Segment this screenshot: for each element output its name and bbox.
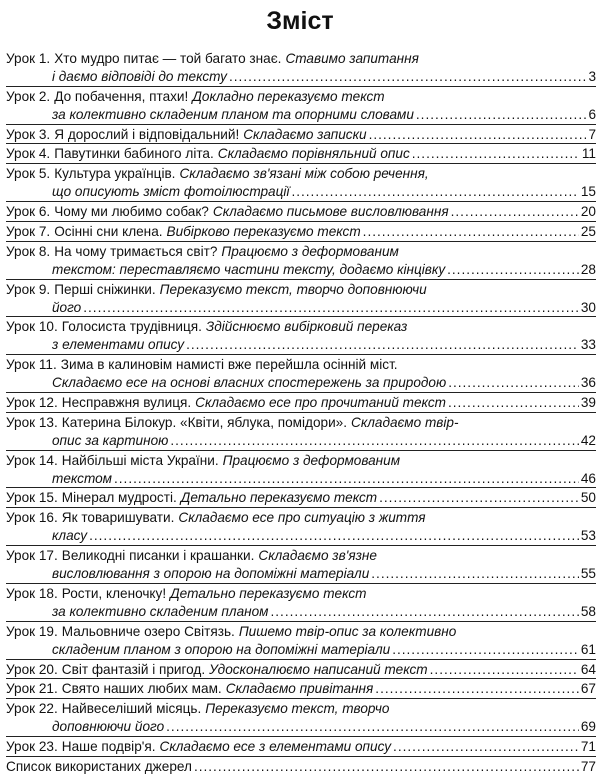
lesson-number: Урок 17.	[6, 548, 58, 564]
toc-entry	[6, 623, 596, 660]
lesson-title: Голосиста трудівниця.	[61, 319, 202, 335]
lesson-number: Урок 12.	[6, 395, 58, 411]
toc-entry	[6, 281, 596, 318]
lesson-task: Складаємо зв'язані між собою речення,	[179, 166, 429, 182]
lesson-number: Урок 18.	[6, 585, 58, 601]
leader-dots	[166, 718, 579, 736]
toc-entry-line	[6, 452, 596, 470]
lesson-number: Урок 4.	[6, 146, 51, 162]
toc-entry-line	[6, 203, 596, 221]
leader-dots	[451, 203, 579, 221]
toc-entry-line	[6, 470, 596, 488]
toc-entry-line	[6, 281, 596, 299]
toc-entry-line	[6, 165, 596, 183]
toc-entry	[6, 50, 596, 87]
page-number: 69	[580, 719, 596, 735]
toc-entry-line	[6, 527, 596, 545]
lesson-task-continued: текстом: переставляємо частини тексту, додаємо кінцівку	[52, 261, 446, 277]
toc-entry	[6, 661, 596, 680]
lesson-number: Урок 13.	[6, 414, 58, 430]
page-number: 3	[588, 68, 596, 84]
leader-dots	[89, 527, 579, 545]
leader-dots	[170, 432, 579, 450]
toc-entry	[6, 489, 596, 508]
page-number: 58	[580, 603, 596, 619]
lesson-title: Великодні писанки і крашанки.	[61, 548, 255, 564]
lesson-number: Урок 20.	[6, 661, 58, 677]
toc-entry	[6, 145, 596, 164]
lesson-task: Складаємо есе про ситуацію з життя	[178, 510, 426, 526]
toc-entry-line	[6, 585, 596, 603]
leader-dots	[186, 336, 579, 354]
lesson-task-continued: і даємо відповіді до тексту	[52, 68, 227, 84]
toc-entry	[6, 738, 596, 757]
lesson-task: Складаємо есе про прочитаний текст	[195, 395, 446, 411]
page-number: 46	[580, 470, 596, 486]
lesson-task: Складаємо привітання	[225, 681, 374, 697]
lesson-title: Як товаришувати.	[61, 510, 175, 526]
lesson-title: Свято наших любих мам.	[61, 681, 222, 697]
lesson-title: Мальовниче озеро Світязь.	[61, 623, 235, 639]
page-number: 67	[580, 681, 596, 697]
page-number: 77	[580, 758, 596, 774]
toc-entry	[6, 394, 596, 413]
lesson-task: Пишемо твір-опис за колективно	[238, 623, 457, 639]
lesson-task: Складаємо письмове висловлювання	[212, 204, 449, 220]
lesson-title: Павутинки бабиного літа.	[54, 146, 214, 162]
lesson-title: Катерина Білокур. «Квіти, яблука, помідори».	[61, 414, 348, 430]
toc-entry-line	[6, 509, 596, 527]
leader-dots	[430, 661, 579, 679]
lesson-number: Урок 19.	[6, 623, 58, 639]
toc-entry	[6, 758, 596, 776]
toc-entry	[6, 203, 596, 222]
lesson-task: Вибірково переказуємо текст	[166, 224, 361, 240]
toc-entry-line	[6, 489, 596, 507]
lesson-task: Складаємо порівняльний опис	[217, 146, 410, 162]
page-number: 64	[580, 661, 596, 677]
lesson-task: Ставимо запитання	[285, 51, 419, 66]
page-number: 7	[588, 126, 596, 142]
lesson-task-continued: його	[52, 299, 82, 315]
lesson-task: Працюємо з деформованим	[222, 452, 401, 468]
page-number: 39	[580, 395, 596, 411]
toc-entry-line	[6, 394, 596, 412]
leader-dots	[416, 106, 587, 124]
lesson-number: Урок 1.	[6, 51, 51, 66]
toc-entry-line	[6, 106, 596, 124]
page-number: 61	[580, 641, 596, 657]
lesson-number: Урок 21.	[6, 681, 58, 697]
leader-dots	[369, 126, 587, 144]
toc-entry	[6, 318, 596, 355]
leader-dots	[194, 758, 579, 776]
page-number: 15	[580, 184, 596, 200]
toc-entry-line	[6, 603, 596, 621]
toc-entry	[6, 547, 596, 584]
toc-entry-line	[6, 623, 596, 641]
toc-entry-line	[6, 299, 596, 317]
toc-entry-line	[6, 318, 596, 336]
lesson-number: Урок 7.	[6, 224, 51, 240]
leader-dots	[229, 68, 586, 86]
leader-dots	[83, 299, 579, 317]
toc-entry-line	[6, 718, 596, 736]
toc-entry-line	[6, 261, 596, 279]
lesson-number: Урок 22.	[6, 701, 58, 717]
page-number: 42	[580, 432, 596, 448]
toc-entry	[6, 509, 596, 546]
toc-entry-line	[6, 88, 596, 106]
lesson-number: Урок 9.	[6, 281, 51, 297]
toc-entry-line	[6, 680, 596, 698]
page-number: 71	[580, 739, 596, 755]
toc-entry-line	[6, 126, 596, 144]
page-number: 6	[588, 106, 596, 122]
toc-entry-line	[6, 758, 596, 776]
lesson-number: Урок 16.	[6, 510, 58, 526]
page-number: 33	[580, 337, 596, 353]
lesson-task: Складаємо зв'язне	[258, 548, 377, 564]
page-number: 36	[580, 375, 596, 391]
lesson-title: Світ фантазій і пригод.	[61, 661, 206, 677]
page-number: 30	[580, 299, 596, 315]
leader-dots	[412, 145, 580, 163]
toc-entry	[6, 680, 596, 699]
lesson-task-continued: за колективно складеним планом та опорними словами	[52, 106, 414, 122]
toc-entry	[6, 585, 596, 622]
toc-entry	[6, 88, 596, 125]
toc-entry-line	[6, 68, 596, 86]
toc-entry	[6, 243, 596, 280]
lesson-title: На чому тримається світ?	[54, 243, 218, 259]
lesson-number: Урок 15.	[6, 490, 58, 506]
lesson-number: Урок 11.	[6, 357, 57, 373]
lesson-title: Хто мудро питає — той багато знає.	[54, 51, 282, 66]
page-number: 11	[581, 146, 596, 162]
lesson-number: Урок 5.	[6, 166, 51, 182]
toc-entry	[6, 356, 596, 393]
lesson-number: Урок 14.	[6, 452, 58, 468]
lesson-task: Детально переказуємо текст	[170, 585, 367, 601]
leader-dots	[379, 489, 579, 507]
toc-entry-line	[6, 414, 596, 432]
lesson-title: Я дорослий і відповідальний!	[54, 126, 240, 142]
lesson-task: Складаємо записки	[243, 126, 367, 142]
lesson-title: До побачення, птахи!	[54, 88, 189, 104]
lesson-title: Найбільші міста України.	[61, 452, 219, 468]
lesson-task-continued: за колективно складеним планом	[52, 603, 269, 619]
lesson-task: Докладно переказуємо текст	[192, 88, 385, 104]
toc-entry-line	[6, 547, 596, 565]
lesson-task: Складаємо твір-	[351, 414, 459, 430]
lesson-task: Удосконалюємо написаний текст	[209, 661, 428, 677]
toc-entry	[6, 165, 596, 202]
lesson-title: Рости, кленочку!	[61, 585, 167, 601]
lesson-task-continued: що описують зміст фотоілюстрації	[52, 184, 290, 200]
lesson-task: Детально переказуємо текст	[180, 490, 378, 506]
lesson-title: Перші сніжинки.	[54, 281, 156, 297]
toc-entry-line	[6, 243, 596, 261]
toc-entry-line	[6, 356, 596, 374]
page-title: Зміст	[266, 7, 334, 35]
toc-entry-line	[6, 223, 596, 241]
leader-dots	[375, 680, 579, 698]
page-number: 55	[580, 566, 596, 582]
toc-entry-line	[6, 661, 596, 679]
leader-dots	[393, 738, 579, 756]
toc-entry-line	[6, 565, 596, 583]
page-number: 53	[580, 528, 596, 544]
lesson-number: Урок 6.	[6, 204, 51, 220]
toc-entry	[6, 452, 596, 489]
lesson-number: Список використаних джерел	[6, 758, 192, 774]
page-number: 20	[580, 204, 596, 220]
toc-entry-line	[6, 145, 596, 163]
lesson-task: Складаємо есе з елементами опису	[159, 739, 392, 755]
lesson-title: Чому ми любимо собак?	[54, 204, 209, 220]
lesson-task-continued: Складаємо есе на основі власних спостережень за природою	[52, 375, 447, 391]
lesson-title: Культура українців.	[54, 166, 176, 182]
toc-entry-line	[6, 738, 596, 756]
toc-entry	[6, 223, 596, 242]
lesson-number: Урок 23.	[6, 739, 58, 755]
table-of-contents	[6, 50, 596, 777]
toc-entry-line	[6, 336, 596, 354]
leader-dots	[271, 603, 579, 621]
leader-dots	[392, 641, 579, 659]
lesson-number: Урок 2.	[6, 88, 51, 104]
lesson-number: Урок 3.	[6, 126, 51, 142]
toc-entry-line	[6, 641, 596, 659]
lesson-task: Здійснюємо вибірковий переказ	[205, 319, 408, 335]
toc-entry	[6, 414, 596, 451]
lesson-title: Зима в калиновім намисті вже перейшла осінній міст.	[60, 357, 398, 373]
leader-dots	[371, 565, 579, 583]
page-number: 50	[580, 490, 596, 506]
leader-dots	[363, 223, 579, 241]
lesson-number: Урок 10.	[6, 319, 58, 335]
lesson-task-continued: текстом	[52, 470, 112, 486]
lesson-title: Найвеселіший місяць.	[61, 701, 202, 717]
toc-entry	[6, 126, 596, 145]
page-number: 25	[580, 224, 596, 240]
lesson-task-continued: класу	[52, 528, 88, 544]
lesson-task-continued: висловлювання з опорою на допоміжні матеріали	[52, 566, 370, 582]
toc-entry	[6, 700, 596, 737]
lesson-task: Працюємо з деформованим	[221, 243, 399, 259]
toc-entry-line	[6, 700, 596, 718]
lesson-number: Урок 8.	[6, 243, 51, 259]
toc-entry-line	[6, 374, 596, 392]
lesson-title: Наше подвір'я.	[61, 739, 156, 755]
toc-entry-line	[6, 432, 596, 450]
page-number: 28	[580, 261, 596, 277]
lesson-task: Переказуємо текст, творчо	[205, 701, 390, 717]
toc-entry-line	[6, 50, 596, 68]
leader-dots	[291, 183, 578, 201]
lesson-task-continued: складеним планом з опорою на допоміжні матеріали	[52, 641, 391, 657]
leader-dots	[114, 470, 579, 488]
lesson-title: Несправжня вулиця.	[61, 395, 192, 411]
leader-dots	[447, 261, 579, 279]
leader-dots	[448, 374, 579, 392]
lesson-task-continued: з елементами опису	[52, 337, 185, 353]
leader-dots	[448, 394, 579, 412]
lesson-task-continued: опис за картиною	[52, 432, 169, 448]
lesson-task: Переказуємо текст, творчо доповнюючи	[159, 281, 427, 297]
lesson-title: Осінні сни клена.	[54, 224, 163, 240]
toc-entry-line	[6, 183, 596, 201]
lesson-task-continued: доповнюючи його	[52, 719, 165, 735]
lesson-title: Мінерал мудрості.	[61, 490, 177, 506]
